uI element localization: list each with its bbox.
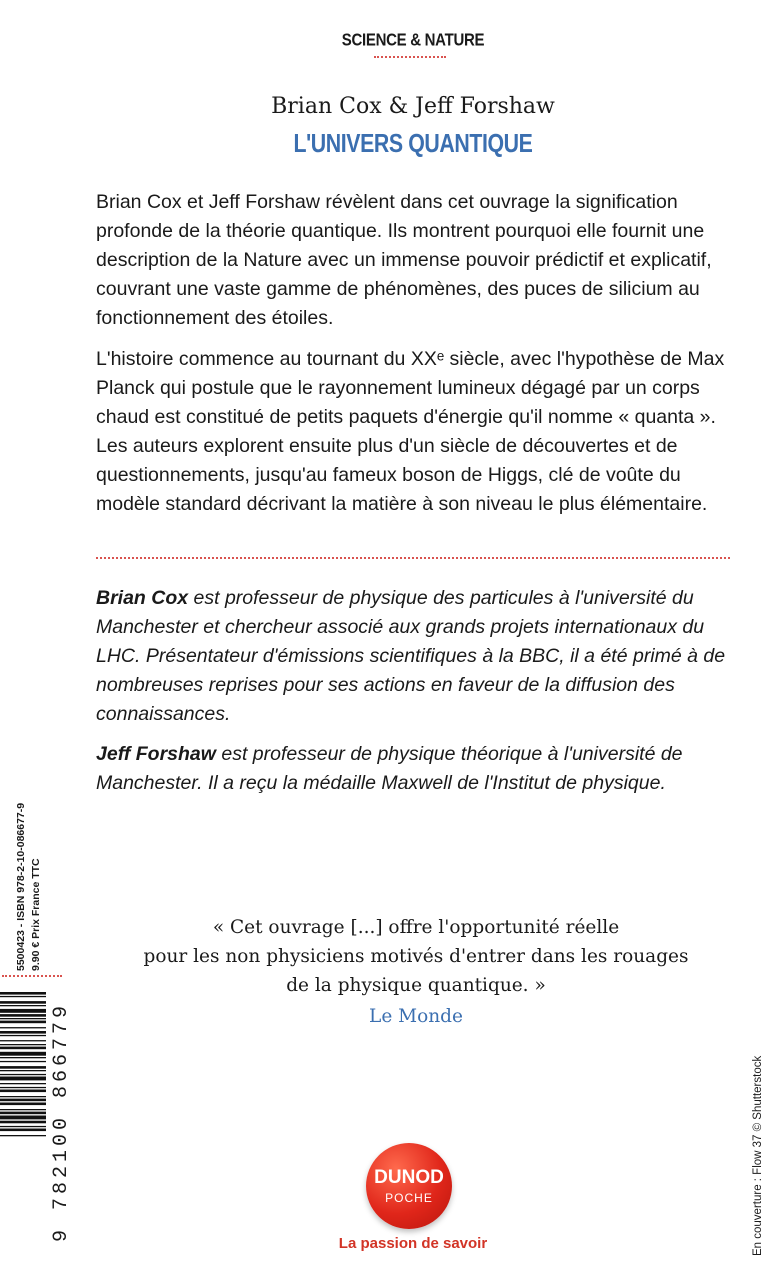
press-quote-line-3: de la physique quantique. » xyxy=(286,975,546,996)
barcode-bar xyxy=(0,1121,46,1124)
publisher-tagline: La passion de savoir xyxy=(338,1235,488,1252)
barcode-bar xyxy=(0,1116,46,1120)
publisher-logo xyxy=(366,1143,452,1229)
barcode-bar xyxy=(0,1031,46,1034)
press-quote-source: Le Monde xyxy=(369,1006,463,1027)
author-name-forshaw: Jeff Forshaw xyxy=(96,743,216,765)
barcode-bar xyxy=(0,1005,46,1006)
barcode-bar xyxy=(0,1077,46,1081)
barcode-bar xyxy=(0,1001,46,1004)
barcode-bar xyxy=(0,1018,46,1019)
price-line: 9.90 € Prix France TTC xyxy=(30,858,42,971)
author-bio-text-forshaw: est professeur de physique théorique à l'université de Manchester. Il a reçu la médaille Maxwell de l'Institut de physique. xyxy=(96,743,683,794)
cover-credit: En couverture : Flow 37 © Shutterstock xyxy=(752,1055,764,1256)
barcode xyxy=(0,992,46,1242)
barcode-bar xyxy=(0,1009,46,1013)
book-title: L'UNIVERS QUANTIQUE xyxy=(293,128,533,158)
author-bio-cox xyxy=(96,584,736,729)
barcode-bar xyxy=(0,1014,46,1017)
barcode-bar xyxy=(0,1109,46,1110)
publisher-brand: DUNOD xyxy=(374,1167,444,1188)
barcode-bar xyxy=(0,1103,46,1106)
barcode-bar xyxy=(0,1066,46,1069)
barcode-bar xyxy=(0,1061,46,1062)
barcode-bar xyxy=(0,1083,46,1084)
isbn-block xyxy=(14,741,44,971)
author-bio-forshaw xyxy=(96,740,736,798)
category-label: SCIENCE & NATURE xyxy=(341,30,485,51)
barcode-bar xyxy=(0,1070,46,1071)
barcode-bar xyxy=(0,992,46,995)
barcode-bar xyxy=(0,1129,46,1132)
barcode-bar xyxy=(0,1096,46,1097)
barcode-bar xyxy=(0,1112,46,1115)
press-quote xyxy=(96,913,736,1000)
barcode-bar xyxy=(0,1040,46,1041)
summary-paragraph-1: Brian Cox et Jeff Forshaw révèlent dans cet ouvrage la signification profonde de la théorie quantique. Ils montrent pourquoi elle fournit une description de la Nature avec un immense pouvoir prédictif et explicatif, couvrant une vaste gamme de phénomènes, des puces de silicium au fonctionnement des étoiles. xyxy=(96,191,712,329)
barcode-bar xyxy=(0,1044,46,1045)
side-divider xyxy=(2,975,62,977)
barcode-bar xyxy=(0,1087,46,1088)
barcode-bar xyxy=(0,1057,46,1058)
publisher-collection: POCHE xyxy=(385,1191,433,1205)
barcode-bar xyxy=(0,1027,46,1028)
press-quote-line-1: « Cet ouvrage [...] offre l'opportunité réelle xyxy=(212,917,620,938)
barcode-bar xyxy=(0,1047,46,1050)
barcode-bar xyxy=(0,1021,46,1024)
barcode-digits: 9 782100 866779 xyxy=(50,1001,73,1242)
barcode-bar xyxy=(0,1090,46,1093)
barcode-bar xyxy=(0,1099,46,1102)
isbn-line: 5500423 - ISBN 978-2-10-086677-9 xyxy=(15,802,27,971)
summary-paragraph-2: L'histoire commence au tournant du XXᵉ siècle, avec l'hypothèse de Max Planck qui postule que le rayonnement lumineux dégagé par un corps chaud est constitué de petits paquets d'énergie qu'il nomme « quanta ». Les auteurs explorent ensuite plus d'un siècle de découvertes et de questionnements, jusqu'au fameux boson de Higgs, clé de voûte du modèle standard décrivant la matière à son niveau le plus élémentaire. xyxy=(96,348,725,515)
author-name-cox: Brian Cox xyxy=(96,587,189,609)
barcode-bar xyxy=(0,1035,46,1036)
section-divider xyxy=(96,557,730,559)
category-divider xyxy=(374,56,446,58)
barcode-bar xyxy=(0,996,46,997)
press-quote-line-2: pour les non physiciens motivés d'entrer dans les rouages xyxy=(143,946,689,967)
barcode-bar xyxy=(0,1052,46,1056)
author-bio-text-cox: est professeur de physique des particules à l'université du Manchester et chercheur associé aux grands projets internationaux du LHC. Présentateur d'émissions scientifiques à la BBC, il a été primé à de nombreuses reprises pour ses actions en faveur de la diffusion des connaissances. xyxy=(96,587,726,725)
barcode-bar xyxy=(0,1135,46,1136)
barcode-bar xyxy=(0,1126,46,1127)
barcode-bar xyxy=(0,1074,46,1075)
book-authors: Brian Cox & Jeff Forshaw xyxy=(271,94,555,119)
